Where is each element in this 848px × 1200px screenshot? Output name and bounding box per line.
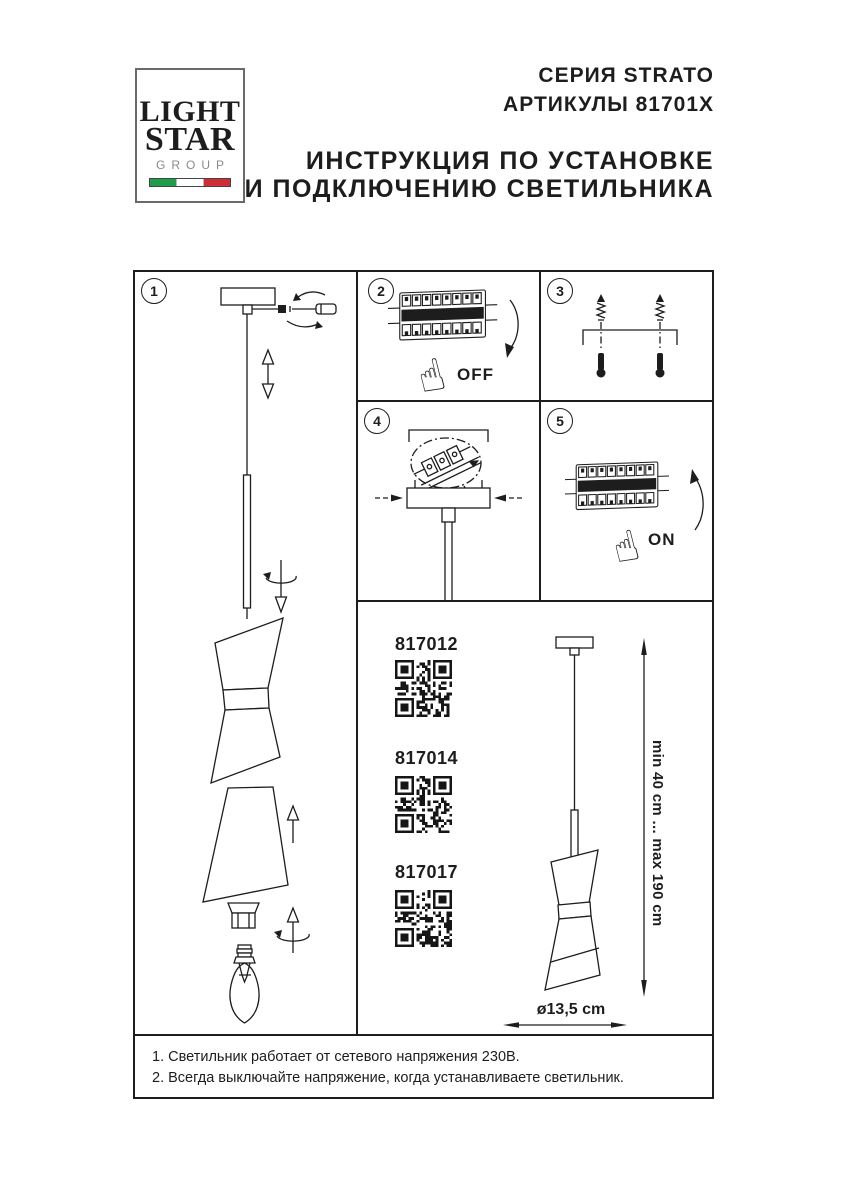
instruction-title-line1: ИНСТРУКЦИЯ ПО УСТАНОВКЕ <box>305 147 714 175</box>
instruction-title-line2: И ПОДКЛЮЧЕНИЮ СВЕТИЛЬНИКА <box>244 175 714 203</box>
article-number: 817017 <box>395 862 459 882</box>
series-title: СЕРИЯ STRATO <box>538 64 714 87</box>
rotate-down-arrow <box>263 560 296 612</box>
shade-cone <box>203 787 288 902</box>
qr-code <box>395 660 452 717</box>
screwdriver-icon <box>287 292 336 329</box>
notes-box <box>133 1034 714 1099</box>
note-1: 1. Светильник работает от сетевого напряжения 230В. <box>152 1049 520 1065</box>
switch-on-arrow <box>690 469 703 530</box>
diagram-grid <box>133 270 714 1036</box>
logo-line1: LIGHT <box>139 95 241 128</box>
switch-off-arrow <box>505 300 518 358</box>
step-number-3: 3 <box>547 278 573 304</box>
articles-title: АРТИКУЛЫ 81701X <box>503 93 714 116</box>
screw-icon <box>597 294 605 320</box>
diameter-dimension-line <box>503 1022 627 1028</box>
bulb-icon <box>230 945 259 1023</box>
wall-anchor-icon <box>656 353 665 378</box>
logo-line2: STAR <box>144 121 236 158</box>
step4-drawing <box>358 402 539 600</box>
canopy-mounted <box>407 488 490 508</box>
instruction-title <box>245 147 714 203</box>
on-label: ON <box>648 530 676 549</box>
flag-red <box>204 179 230 186</box>
suspension-rod <box>244 314 251 619</box>
italian-flag-icon <box>149 178 231 187</box>
height-dimension-line <box>641 638 647 997</box>
ceiling-canopy <box>221 288 275 314</box>
step-number-4: 4 <box>364 408 390 434</box>
mounting-bracket <box>583 330 677 345</box>
ceiling-bracket <box>409 430 488 442</box>
step-number-1: 1 <box>141 278 167 304</box>
height-range-label: min 40 cm ... max 190 cm <box>649 740 666 927</box>
step-panel-1 <box>135 272 356 1034</box>
qr-code <box>395 776 452 833</box>
qr-code <box>395 890 452 947</box>
shade-hourglass <box>211 618 283 783</box>
socket-cover <box>228 903 259 928</box>
terminal-block-icon <box>411 439 482 492</box>
rotate-up-arrow <box>274 908 309 953</box>
step-panel-2 <box>358 272 539 405</box>
screw-icon <box>252 305 286 313</box>
article-number: 817012 <box>395 634 459 654</box>
pointing-hand-icon: ☝ <box>607 519 645 574</box>
pendant-lamp-drawing <box>545 637 600 990</box>
wall-anchor-icon <box>597 353 606 378</box>
pointing-hand-icon: ☝ <box>412 348 451 405</box>
step-number-5: 5 <box>547 408 573 434</box>
step-panel-3 <box>541 272 712 400</box>
product-panel <box>358 602 712 1034</box>
flag-white <box>176 179 204 186</box>
note-2: 2. Всегда выключайте напряжение, когда устанавливаете светильник. <box>152 1070 624 1086</box>
screw-icon <box>656 294 664 320</box>
article-number: 817014 <box>395 748 459 768</box>
diameter-label: ø13,5 cm <box>536 1001 606 1018</box>
flag-green <box>150 179 176 186</box>
insert-up-arrow <box>288 806 299 843</box>
off-label: OFF <box>457 365 494 384</box>
step-panel-4 <box>358 402 539 600</box>
step-number-2: 2 <box>368 278 394 304</box>
step1-drawing <box>135 272 356 1034</box>
step-panel-5 <box>541 402 712 600</box>
lightstar-logo <box>135 68 245 203</box>
header-text <box>245 64 714 203</box>
logo-line3: GROUP <box>155 158 230 172</box>
height-adjust-arrow <box>263 350 274 398</box>
